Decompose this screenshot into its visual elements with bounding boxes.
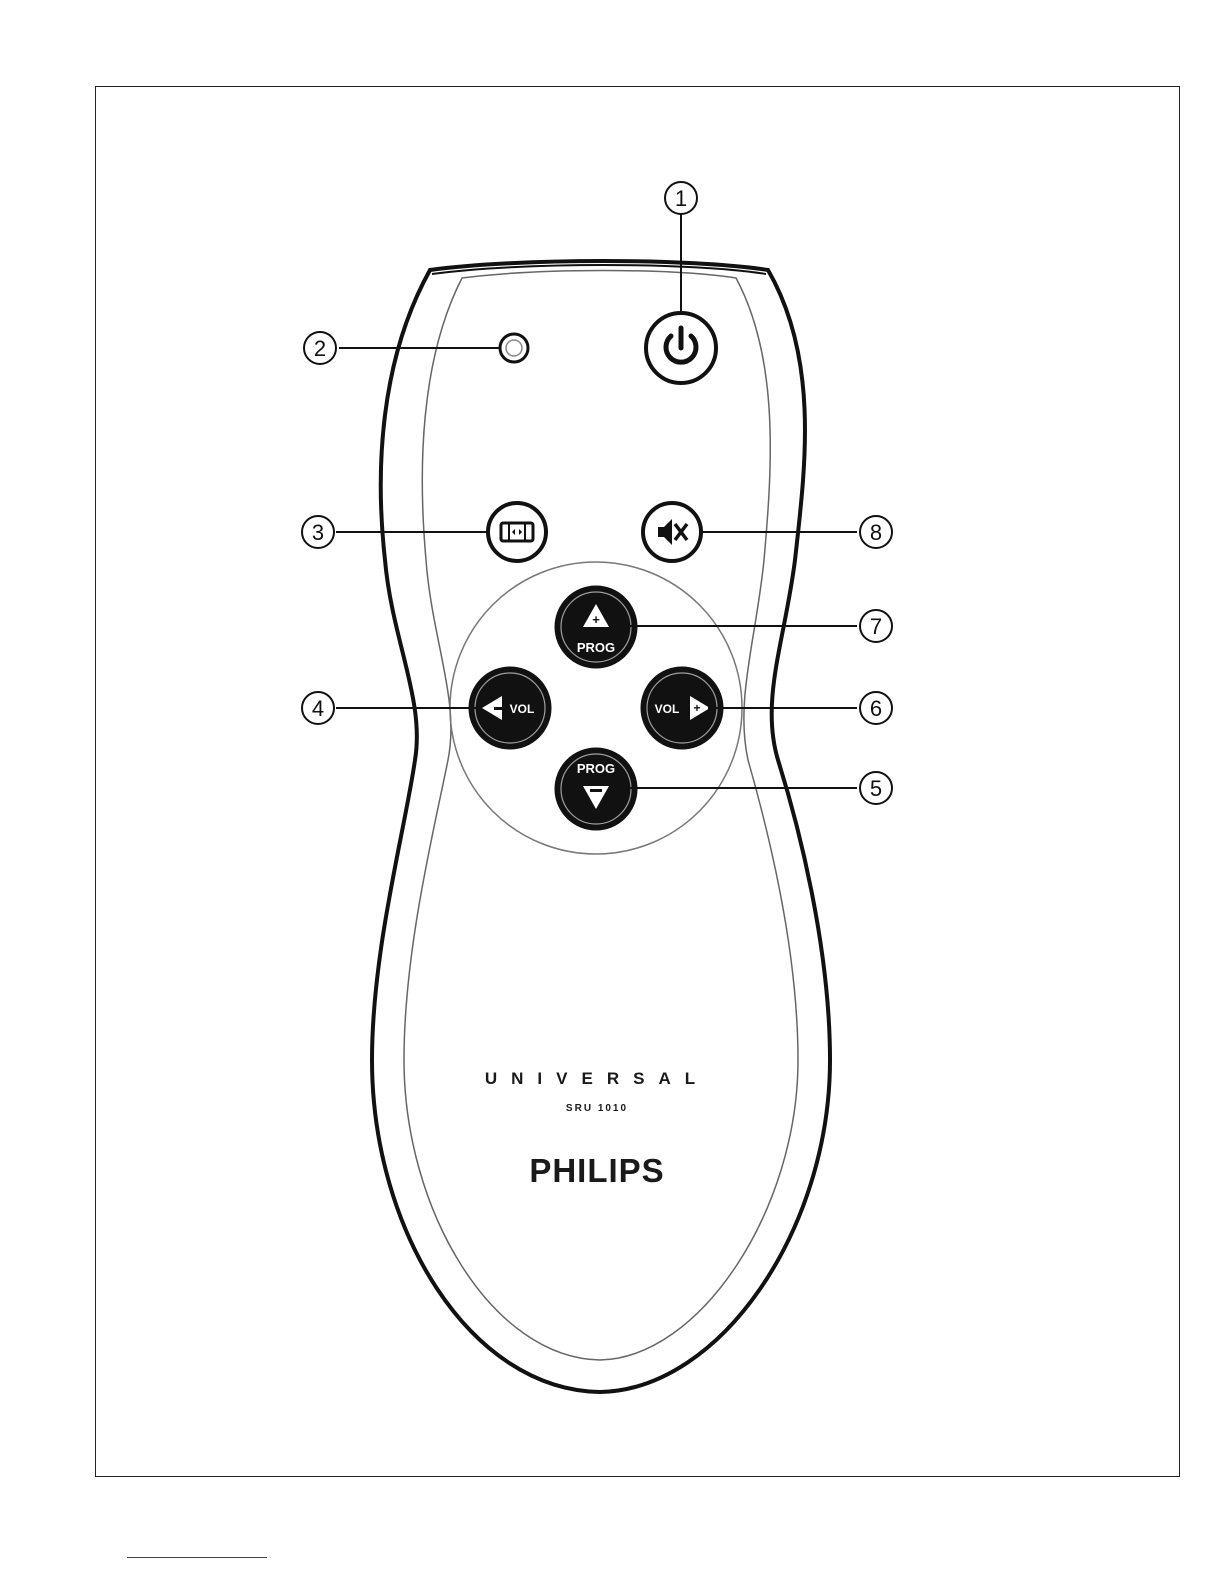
prog-down-label: PROG [576, 761, 616, 776]
callout-1 [665, 182, 697, 214]
callout-7 [860, 610, 892, 642]
callout-6 [860, 692, 892, 724]
model-label: SRU 1010 [565, 1103, 629, 1114]
plus-sign: + [693, 701, 701, 715]
mute-button[interactable] [643, 503, 701, 561]
vol-left-label: VOL [509, 702, 535, 716]
led-indicator [500, 334, 528, 362]
callout-2 [304, 332, 336, 364]
power-button[interactable] [646, 313, 716, 383]
minus-sign [590, 789, 602, 792]
svg-text:1: 1 [674, 186, 688, 211]
vol-right-label: VOL [654, 702, 680, 716]
minus-sign [494, 707, 503, 710]
footer-link-underline[interactable] [127, 1557, 267, 1558]
format-button[interactable] [488, 503, 546, 561]
svg-text:2: 2 [313, 336, 327, 361]
svg-text:8: 8 [869, 520, 883, 545]
svg-text:4: 4 [311, 696, 325, 721]
series-label: UNIVERSAL [484, 1069, 710, 1088]
callout-5 [860, 772, 892, 804]
callout-4 [302, 692, 334, 724]
vol-down-button[interactable] [470, 668, 550, 748]
svg-text:3: 3 [311, 520, 325, 545]
plus-sign: + [592, 612, 600, 627]
callout-3 [302, 516, 334, 548]
brand-logo: PHILIPS [529, 1152, 665, 1189]
prog-up-label: PROG [576, 640, 616, 655]
svg-text:6: 6 [869, 696, 883, 721]
svg-text:5: 5 [869, 776, 883, 801]
svg-text:7: 7 [869, 614, 883, 639]
callout-8 [860, 516, 892, 548]
